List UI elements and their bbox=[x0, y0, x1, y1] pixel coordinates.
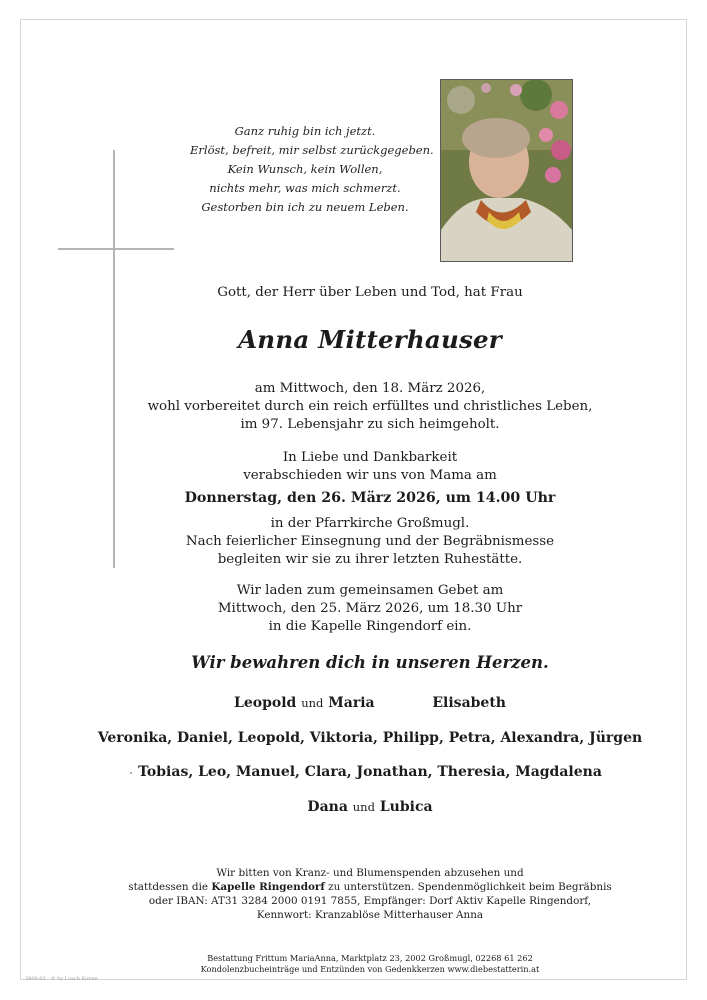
death-line: am Mittwoch, den 18. März 2026, bbox=[254, 381, 486, 396]
side-note: 3900-03 · © by Loach Konne bbox=[25, 976, 98, 982]
und-text: und bbox=[352, 800, 375, 814]
poem-line: nichts mehr, was mich schmerzt. bbox=[209, 181, 401, 195]
death-notice bbox=[50, 380, 690, 434]
stray-dot bbox=[130, 772, 132, 774]
church-line: begleiten wir sie zu ihrer letzten Ruhestätte. bbox=[217, 552, 523, 567]
church-text bbox=[50, 515, 690, 569]
child-name: Elisabeth bbox=[432, 695, 506, 711]
death-line: im 97. Lebensjahr zu sich heimgeholt. bbox=[240, 417, 500, 432]
intro-text: Gott, der Herr über Leben und Tod, hat Frau bbox=[217, 285, 523, 300]
carer-name: Dana bbox=[307, 799, 348, 815]
farewell-text bbox=[50, 449, 690, 485]
footer bbox=[50, 953, 690, 975]
church-line: in der Pfarrkirche Großmugl. bbox=[270, 516, 470, 531]
request-line: oder IBAN: AT31 3284 2000 0191 7855, Empfänger: Dorf Aktiv Kapelle Ringendorf, bbox=[148, 895, 592, 907]
donation-request bbox=[50, 866, 690, 922]
farewell-line: In Liebe und Dankbarkeit bbox=[282, 450, 458, 465]
footer-line: Kondolenzbucheinträge und Entzünden von Gedenkkerzen www.diebestatterin.at bbox=[200, 964, 540, 974]
poem-line: Gestorben bin ich zu neuem Leben. bbox=[201, 200, 409, 214]
request-line: Kennwort: Kranzablöse Mitterhauser Anna bbox=[256, 909, 484, 921]
deceased-name: Anna Mitterhauser bbox=[238, 325, 502, 354]
poem-line: Erlöst, befreit, mir selbst zurückgegeben. bbox=[190, 143, 434, 157]
poem-line: Kein Wunsch, kein Wollen, bbox=[227, 162, 383, 176]
children-row bbox=[50, 695, 690, 711]
prayer-text bbox=[50, 582, 690, 636]
child-name: Leopold bbox=[234, 695, 297, 711]
prayer-line: Wir laden zum gemeinsamen Gebet am bbox=[236, 583, 504, 598]
death-line: wohl vorbereitet durch ein reich erfülltes und christliches Leben, bbox=[147, 399, 593, 414]
poem bbox=[190, 122, 434, 217]
child-name: Maria bbox=[328, 695, 375, 711]
great-grandchildren-row: Tobias, Leo, Manuel, Clara, Jonathan, Theresia, Magdalena bbox=[138, 764, 602, 780]
carer-name: Lubica bbox=[379, 799, 433, 815]
carers-row bbox=[50, 799, 690, 815]
church-line: Nach feierlicher Einsegnung und der Begräbnismesse bbox=[185, 534, 555, 549]
poem-line: Ganz ruhig bin ich jetzt. bbox=[234, 124, 376, 138]
chapel-name: Kapelle Ringendorf bbox=[211, 881, 325, 893]
request-line: stattdessen die Kapelle Ringendorf zu unterstützen. Spendenmöglichkeit beim Begräbnis bbox=[128, 881, 612, 893]
portrait-photo bbox=[440, 79, 573, 262]
request-line: Wir bitten von Kranz- und Blumenspenden abzusehen und bbox=[216, 867, 524, 879]
und-text: und bbox=[301, 696, 324, 710]
prayer-line: in die Kapelle Ringendorf ein. bbox=[268, 619, 472, 634]
funeral-date: Donnerstag, den 26. März 2026, um 14.00 Uhr bbox=[184, 490, 556, 506]
motto: Wir bewahren dich in unseren Herzen. bbox=[191, 653, 549, 672]
grandchildren-row: Veronika, Daniel, Leopold, Viktoria, Philipp, Petra, Alexandra, Jürgen bbox=[97, 730, 643, 746]
footer-line: Bestattung Frittum MariaAnna, Marktplatz 23, 2002 Großmugl, 02268 61 262 bbox=[207, 953, 533, 963]
prayer-line: Mittwoch, den 25. März 2026, um 18.30 Uhr bbox=[217, 601, 523, 616]
farewell-line: verabschieden wir uns von Mama am bbox=[243, 468, 497, 483]
